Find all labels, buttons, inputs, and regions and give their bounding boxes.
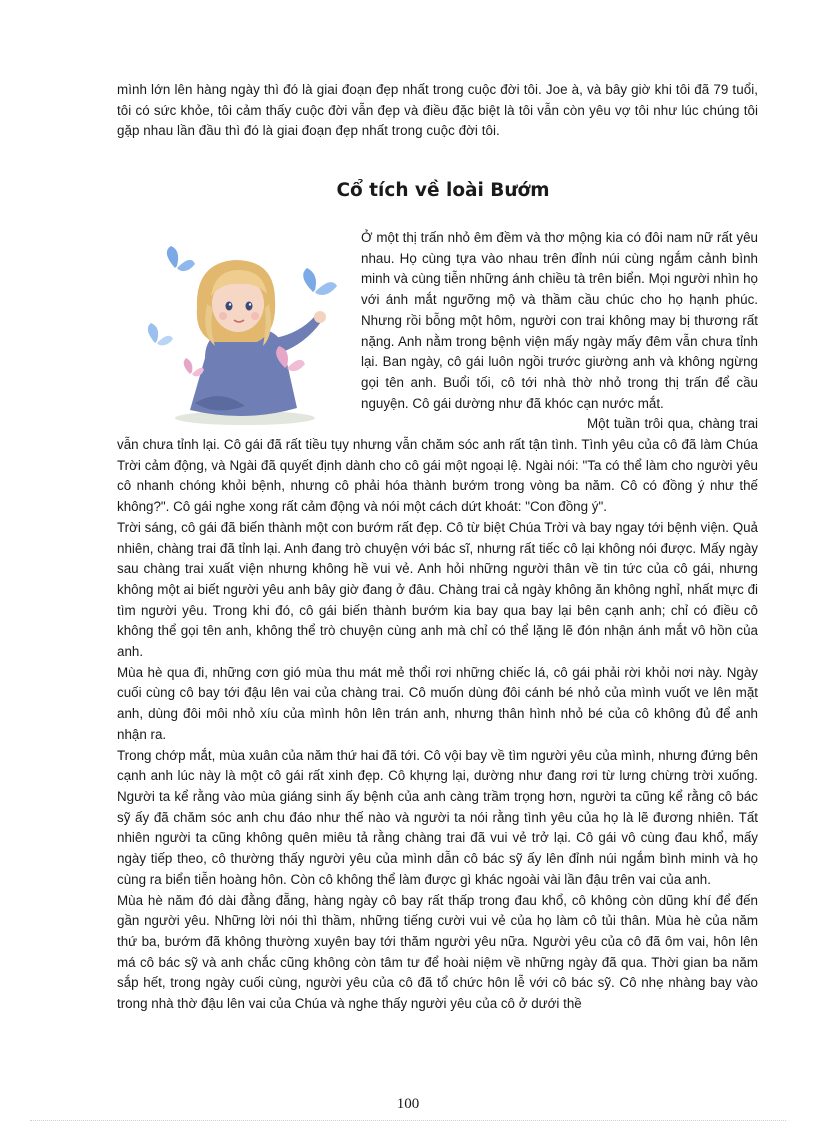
butterfly-left xyxy=(148,323,173,345)
butterfly-top-right xyxy=(303,268,337,295)
girl-with-butterflies-illustration xyxy=(135,238,345,428)
butterfly-small xyxy=(184,358,204,376)
butterfly-top-left xyxy=(167,246,195,271)
story-paragraph: Một tuần trôi qua, chàng trai vẫn chưa tỉnh lại. Cô gái đã rất tiều tụy nhưng vẫn chăm sóc anh rất tận tình. Tình yêu của cô đã làm Chúa Trời cảm động, và Ngài đã quyết định dành cho cô gái một ngoại lệ. Ngài nói: "Ta có thể làm cho người yêu cô nhanh chóng khỏi bệnh, nhưng cô phải hóa thành bướm trong vòng ba năm. Cô có đồng ý như thế không?". Cô gái nghe xong rất cảm động và nói một cách dứt khoát: "Con đồng ý". xyxy=(117,416,758,515)
page-number: 100 xyxy=(396,1096,420,1112)
story-title: Cổ tích về loài Bướm xyxy=(336,180,550,201)
intro-paragraph: mình lớn lên hàng ngày thì đó là giai đoạn đẹp nhất trong cuộc đời tôi. Joe à, và bây giờ khi tôi đã 79 tuổi, tôi có sức khỏe, tôi cảm thấy cuộc đời vẫn đẹp và điều đặc biệt là tôi vẫn còn yêu vợ tôi như lúc chúng tôi gặp nhau lần đầu thì đó là giai đoạn đẹp nhất trong cuộc đời tôi. xyxy=(117,82,758,139)
story-paragraph: Trời sáng, cô gái đã biến thành một con bướm rất đẹp. Cô từ biệt Chúa Trời và bay ngay tới bệnh viện. Quả nhiên, chàng trai đã tỉnh lại. Anh đang trò chuyện với bác sĩ, nhưng rất tiếc cô lại không nói được. Mấy ngày sau chàng trai xuất viện nhưng không hề vui vẻ. Anh hỏi những người thân về tin tức của cô gái, nhưng không một ai biết người yêu anh bây giờ đang ở đâu. Chàng trai cả ngày không ăn không nghỉ, nhất mực đi tìm người yêu. Trong khi đó, cô gái biến thành bướm kia bay qua bay lại bên cạnh anh; chỉ có điều cô không thể gọi tên anh, không thể trò chuyện cùng anh mà chỉ có thể lặng lẽ đón nhận ánh mắt vô hồn của anh. xyxy=(117,519,758,660)
story-paragraph: Mùa hè qua đi, những cơn gió mùa thu mát mẻ thổi rơi những chiếc lá, cô gái phải rời khỏi nơi này. Ngày cuối cùng cô bay tới đậu lên vai của chàng trai. Cô muốn dùng đôi cánh bé nhỏ của mình vuốt ve lên mặt anh, dùng đôi môi nhỏ xíu của mình hôn lên trán anh, nhưng thân hình nhỏ bé của cô không đủ để anh nhận ra. xyxy=(117,664,758,742)
footer-divider xyxy=(30,1120,786,1121)
story-paragraph: Trong chớp mắt, mùa xuân của năm thứ hai đã tới. Cô vội bay về tìm người yêu của mình, nhưng đứng bên cạnh anh lúc này là một cô gái rất xinh đẹp. Cô khựng lại, dường như đang rơi từ lưng chừng trời xuống. Người ta kể rằng vào mùa giáng sinh ấy bệnh của anh càng trầm trọng hơn, người ta cũng kể rằng cô bác sỹ ấy đã chăm sóc anh chu đáo như thế nào và người ta nói rằng tình yêu của họ là lẽ đương nhiên. Tất nhiên người ta cũng không quên miêu tả rằng chàng trai đã vui vẻ trở lại. Cô gái vô cùng đau khổ, mấy ngày tiếp theo, cô thường thấy người yêu của mình dẫn cô bác sỹ ấy lên đỉnh núi ngắm bình minh và họ cùng ra biển tiễn hoàng hôn. Còn cô không thể làm được gì khác ngoài vài lần đậu trên vai của anh. xyxy=(117,747,758,887)
story-paragraph: Mùa hè năm đó dài đằng đẵng, hàng ngày cô bay rất thấp trong đau khổ, cô không còn dũng khí để đến gần người yêu. Những lời nói thì thầm, những tiếng cười vui vẻ của họ làm cô tủi thân. Mùa hè của năm thứ ba, bướm đã không thường xuyên bay tới thăm người yêu nữa. Người yêu của cô đã ôm vai, hôn lên má cô bác sỹ và anh chắc cũng không còn tâm tư để hoài niệm về những ngày đã qua. Thời gian ba năm sắp hết, trong ngày cuối cùng, người yêu của cô đã tổ chức hôn lễ với cô bác sỹ. Cô nhẹ nhàng bay vào trong nhà thờ đậu lên vai của Chúa và nghe thấy người yêu của cô ở dưới thề xyxy=(117,892,758,1012)
story-body xyxy=(117,228,758,1015)
story-paragraph: Ở một thị trấn nhỏ êm đềm và thơ mộng kia có đôi nam nữ rất yêu nhau. Họ cùng tựa vào nhau trên đỉnh núi cùng ngắm cảnh bình minh và cùng tiễn những ánh chiều tà trên biển. Mọi người nhìn họ với ánh mắt ngưỡng mộ và thầm cầu chúc cho họ hạnh phúc. Nhưng rồi bỗng một hôm, người con trai không may bị thương rất nặng. Anh nằm trong bệnh viện mấy ngày mấy đêm vẫn chưa tỉnh lại. Ban ngày, cô gái luôn ngồi trước giường anh và không ngừng gọi tên anh. Buổi tối, cô tới nhà thờ nhỏ trong thị trấn để cầu nguyện. Cô gái dường như đã khóc cạn nước mắt. xyxy=(361,230,758,411)
